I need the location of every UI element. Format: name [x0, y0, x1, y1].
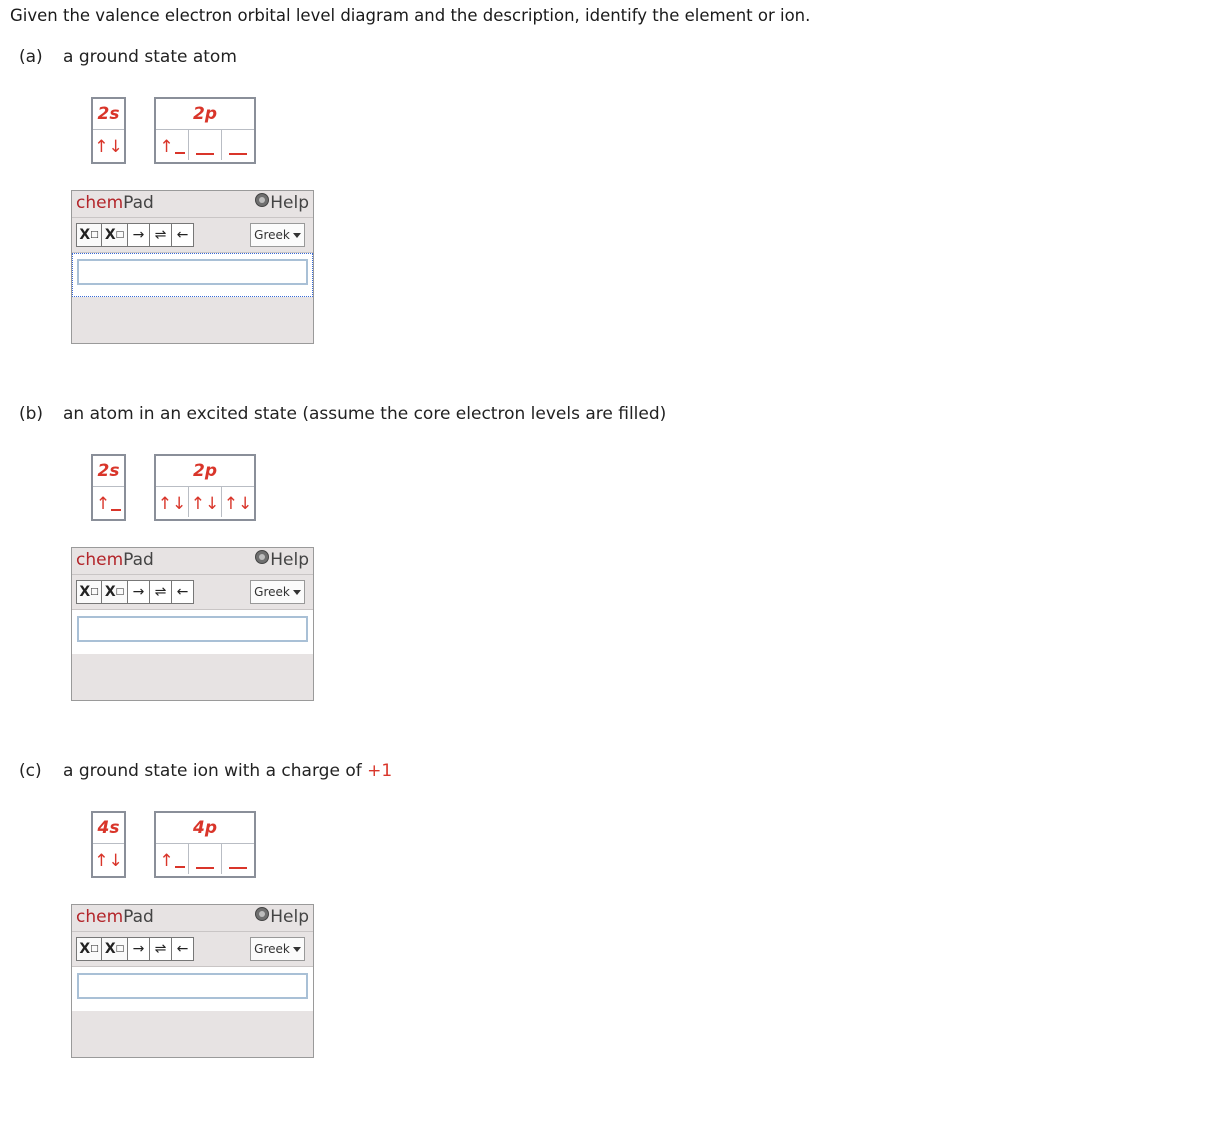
part-c-description: a ground state ion with a charge of	[63, 761, 368, 781]
toolbar	[76, 937, 194, 961]
orbital-2p-box-b	[154, 454, 256, 521]
subscript-button[interactable]: X □	[76, 223, 102, 247]
arrow-right-button[interactable]: →	[128, 580, 150, 604]
charge-value: +1	[367, 761, 393, 781]
toolbar	[76, 580, 194, 604]
greek-dropdown[interactable]: Greek	[250, 223, 305, 247]
orbital-cell: ↑↓	[94, 137, 123, 157]
part-c-letter: (c)	[19, 761, 42, 781]
chevron-down-icon	[293, 233, 301, 238]
orbital-cell-half: ↑	[156, 844, 189, 874]
orbital-cell-empty	[222, 130, 254, 160]
superscript-button[interactable]: X □	[102, 937, 128, 961]
orbital-label: 2s	[93, 99, 124, 130]
orbital-cell: ↑↓	[189, 487, 222, 517]
equilibrium-arrow-button[interactable]: ⇌	[150, 223, 172, 247]
arrow-left-button[interactable]: ←	[172, 937, 194, 961]
chevron-down-icon	[293, 947, 301, 952]
part-b-label	[19, 404, 666, 424]
chempad-title: chemPad	[76, 193, 154, 213]
chempad-b	[71, 547, 314, 701]
chempad-c	[71, 904, 314, 1058]
equilibrium-arrow-button[interactable]: ⇌	[150, 937, 172, 961]
orbital-cell-empty	[189, 130, 222, 160]
part-b-description: an atom in an excited state (assume the core electron levels are filled)	[63, 404, 667, 424]
equilibrium-arrow-button[interactable]: ⇌	[150, 580, 172, 604]
orbital-label: 2s	[93, 456, 124, 487]
orbital-cell-half: ↑	[93, 487, 124, 517]
help-link[interactable]: Help	[255, 907, 309, 927]
part-b-letter: (b)	[19, 404, 44, 424]
help-icon	[255, 550, 269, 564]
orbital-4p-box-c	[154, 811, 256, 878]
orbital-label: 4p	[156, 813, 254, 844]
orbital-4s-box-c	[91, 811, 126, 878]
orbital-label: 4s	[93, 813, 124, 844]
orbital-cell: ↑↓	[94, 851, 123, 871]
orbital-cell: ↑↓	[156, 487, 189, 517]
part-c-label	[19, 761, 392, 781]
answer-input-c[interactable]	[77, 973, 308, 999]
part-a-letter: (a)	[19, 47, 43, 67]
toolbar	[76, 223, 194, 247]
chempad-a	[71, 190, 314, 344]
arrow-left-button[interactable]: ←	[172, 223, 194, 247]
superscript-button[interactable]: X □	[102, 223, 128, 247]
orbital-label: 2p	[156, 456, 254, 487]
orbital-2s-box-b	[91, 454, 126, 521]
greek-dropdown[interactable]: Greek	[250, 580, 305, 604]
arrow-right-button[interactable]: →	[128, 223, 150, 247]
help-icon	[255, 907, 269, 921]
answer-input-b[interactable]	[77, 616, 308, 642]
greek-dropdown[interactable]: Greek	[250, 937, 305, 961]
subscript-button[interactable]: X □	[76, 937, 102, 961]
arrow-left-button[interactable]: ←	[172, 580, 194, 604]
help-link[interactable]: Help	[255, 550, 309, 570]
orbital-cell-half: ↑	[156, 130, 189, 160]
chempad-title: chemPad	[76, 550, 154, 570]
orbital-cell: ↑↓	[223, 494, 253, 514]
part-a-description: a ground state atom	[63, 47, 237, 67]
orbital-2s-box-a	[91, 97, 126, 164]
help-link[interactable]: Help	[255, 193, 309, 213]
instruction-text: Given the valence electron orbital level diagram and the description, identify the element or ion.	[10, 6, 811, 25]
help-icon	[255, 193, 269, 207]
orbital-cell-empty	[189, 844, 222, 874]
orbital-2p-box-a	[154, 97, 256, 164]
arrow-right-button[interactable]: →	[128, 937, 150, 961]
chevron-down-icon	[293, 590, 301, 595]
orbital-label: 2p	[156, 99, 254, 130]
subscript-button[interactable]: X □	[76, 580, 102, 604]
orbital-cell-empty	[222, 844, 254, 874]
chempad-title: chemPad	[76, 907, 154, 927]
answer-input-a[interactable]	[77, 259, 308, 285]
part-a-label	[19, 47, 237, 67]
superscript-button[interactable]: X □	[102, 580, 128, 604]
